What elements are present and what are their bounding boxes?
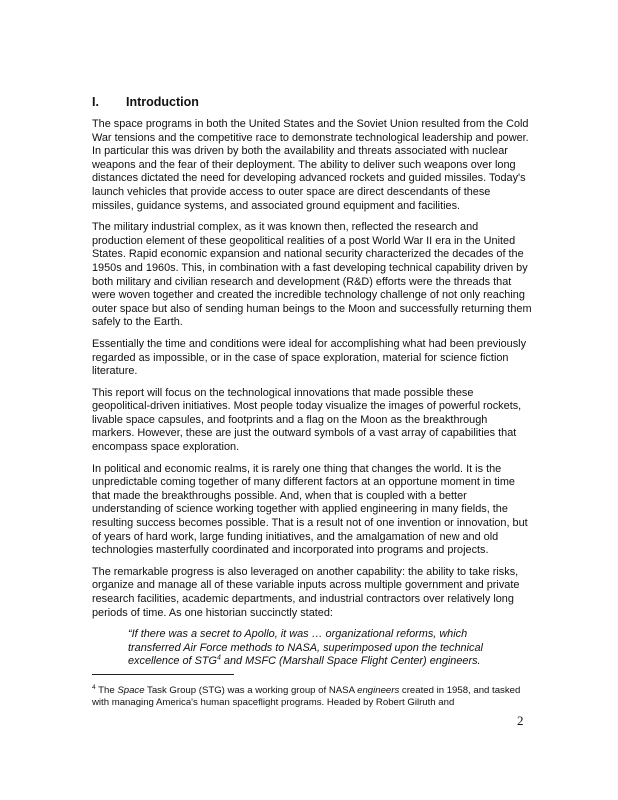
paragraph: The military industrial complex, as it was known then, reflected the research and production element of these geopolitical realities of a post World War II era in the United States. Rapid economic expansion and national security characterized the decades of the 1950s and 1960s. This, in combination with a fast developing technical capability driven by both military and civilian research and development (R&D) efforts were the threads that were woven together and created the incredible technology challenge of not only reaching outer space but also of sending human beings to the Moon and successfully returning them safely to the Earth.	[92, 221, 532, 329]
footnote-italic-text: Space	[117, 685, 145, 696]
footnote-separator	[92, 674, 234, 675]
paragraph: The space programs in both the United States and the Soviet Union resulted from the Cold War tensions and the competitive race to demonstrate technological leadership and power. In particular this was driven by both the availability and threats associated with nuclear weapons and the fear of their deployment. The ability to deliver such weapons over long distances dictated the need for developing advanced rockets and guided missiles. Today's launch vehicles that provide access to outer space are direct descendants of these missiles, guidance systems, and associated ground equipment and facilities.	[92, 118, 529, 212]
footnote-text: Task Group (STG) was a working group of NASA	[144, 685, 358, 696]
footnote-reference[interactable]: 4	[216, 654, 221, 662]
paragraph: This report will focus on the technological innovations that made possible these geopolitical-driven initiatives. Most people today visualize the images of powerful rockets, livable space capsules, and footprints and a flag on the Moon as the breakthrough markers. However, these are just the outward symbols of a vast array of capabilities that encompass space exploration.	[92, 386, 522, 454]
footnote	[92, 685, 540, 709]
body-text	[92, 118, 532, 669]
paragraph: The remarkable progress is also leveraged on another capability: the ability to take risks, organize and manage all of these variable inputs across multiple government and private research facilities, academic departments, and industrial contractors over relatively long periods of time. As one historian succinctly stated:	[92, 565, 520, 619]
section-title: Introduction	[126, 95, 199, 109]
page-number: 2	[517, 713, 524, 728]
quote-text-start: “If there was a secret to Apollo, it was … organizational reforms, which transferred Air Force methods to NASA, superimposed upon the technical excellence of STG	[128, 628, 483, 668]
block-quote	[128, 628, 506, 669]
footnote-italic-text: engineers	[357, 685, 400, 696]
quote-text-end: and MSFC (Marshall Space Flight Center) engineers.	[220, 655, 481, 668]
section-heading	[92, 94, 199, 110]
paragraph: In political and economic realms, it is rarely one thing that changes the world. It is the unpredictable coming together of many different factors at an opportune moment in time that made the breakthroughs possible. And, when that is coupled with a better understanding of science working together with applied engineering in many fields, the resulting success becomes possible. That is a result not of one invention or innovation, but of years of hard work, large funding initiatives, and the amalgamation of new and old technologies masterfully coordinated and incorporated into programs and projects.	[92, 462, 528, 557]
footnote-text: created in 1958, and tasked with managing America's human spaceflight programs. Headed by Robert Gilruth and	[92, 685, 521, 708]
footnote-number: 4	[92, 683, 96, 691]
footnote-text: The	[95, 685, 118, 696]
section-number: I.	[92, 95, 99, 109]
paragraph: Essentially the time and conditions were ideal for accomplishing what had been previously regarded as impossible, or in the case of space exploration, material for science fiction literature.	[92, 337, 527, 378]
